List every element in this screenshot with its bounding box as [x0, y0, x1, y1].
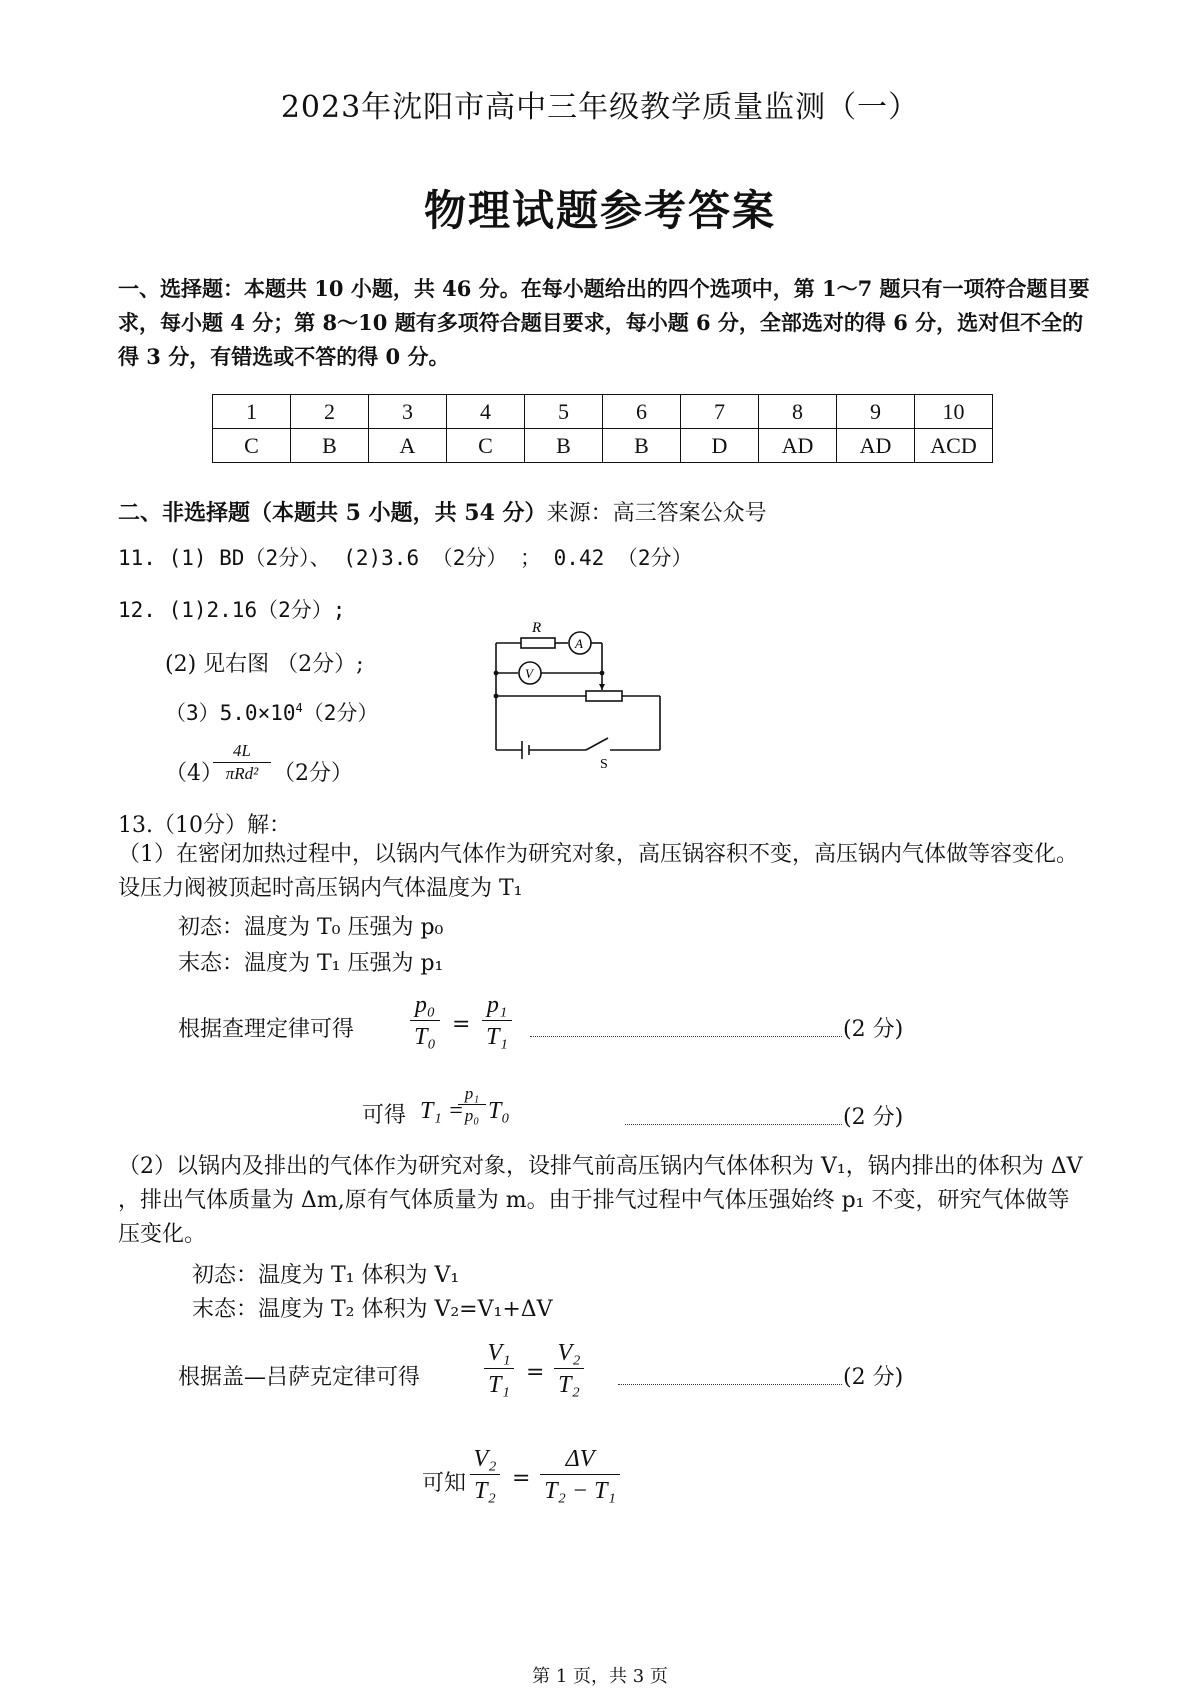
q13-part1-text: （1）在密闭加热过程中，以锅内气体作为研究对象，高压锅容积不变，高压锅内气体做等容变化。设压力阀被顶起时高压锅内气体温度为 T₁ — [118, 842, 1079, 901]
q13-part2-final-state: 末态：温度为 T₂ 体积为 V₂=V₁+ΔV — [192, 1297, 553, 1322]
answer-cell: B — [291, 429, 369, 463]
q12-part3-exponent: 4 — [295, 701, 303, 715]
dotted-leader — [618, 1384, 842, 1385]
result2-lhs-fraction — [470, 1444, 500, 1507]
answer-table-number-row — [213, 395, 993, 429]
q12-part1-text: (1)2.16（2分）; — [168, 598, 346, 622]
answer-cell: A — [369, 429, 447, 463]
result2-lhs-numerator: V₂ — [473, 1446, 497, 1472]
law2-equals: = — [526, 1360, 545, 1385]
law2-rhs-denominator: T₂ — [558, 1372, 580, 1398]
law2-rhs-fraction — [554, 1338, 584, 1401]
q13-part2-initial-state: 初态：温度为 T₁ 体积为 V₁ — [192, 1263, 460, 1288]
result1-fraction — [458, 1084, 486, 1127]
q11-label: 11. — [118, 546, 156, 570]
answer-cell: AD — [759, 429, 837, 463]
question-number: 7 — [681, 395, 759, 429]
q12-part3-prefix: （3）5.0×10 — [165, 701, 296, 725]
question-number: 3 — [369, 395, 447, 429]
result2-rhs-denominator: T₂ − T₁ — [544, 1478, 616, 1504]
q13-part1-initial-state: 初态：温度为 T₀ 压强为 p₀ — [178, 915, 444, 940]
section2-title: 二、非选择题（本题共 5 小题，共 54 分） — [118, 500, 547, 526]
circuit-diagram — [488, 618, 668, 768]
result1-numerator: p₁ — [464, 1084, 480, 1103]
q12-part3 — [165, 697, 378, 727]
law2-lhs-numerator: V₁ — [487, 1340, 511, 1366]
switch-label: S — [600, 757, 608, 768]
answer-cell: AD — [837, 429, 915, 463]
law2-rhs-numerator: V₂ — [557, 1340, 581, 1366]
resistor-R — [521, 638, 555, 648]
law1-rhs-denominator: T₁ — [486, 1024, 508, 1050]
q11-answer — [118, 542, 693, 572]
voltmeter-label: V — [525, 666, 533, 681]
q13-part1-final-state: 末态：温度为 T₁ 压强为 p₁ — [178, 951, 444, 976]
ammeter-label: A — [575, 636, 583, 651]
answer-cell: B — [525, 429, 603, 463]
q12-part4-numerator: 4L — [233, 741, 251, 760]
q11-text: (1) BD（2分）、 (2)3.6 （2分） ； 0.42 （2分） — [168, 546, 693, 570]
law1-text: 根据查理定律可得 — [178, 1017, 355, 1042]
law1-equals: = — [452, 1012, 471, 1037]
law1-lhs-denominator: T₀ — [414, 1024, 436, 1050]
q12-part1 — [118, 594, 345, 624]
question-number: 5 — [525, 395, 603, 429]
question-number: 2 — [291, 395, 369, 429]
dotted-leader — [530, 1036, 842, 1037]
score-label: (2 分) — [843, 1017, 904, 1042]
answer-table — [212, 394, 993, 463]
resistor-label: R — [532, 620, 542, 636]
q12-label: 12. — [118, 598, 156, 622]
result2-equals: = — [512, 1466, 531, 1491]
score-label: (2 分) — [843, 1105, 904, 1130]
answer-table-answer-row — [213, 429, 993, 463]
q12-part4-fraction — [213, 740, 271, 785]
rheostat — [586, 691, 622, 701]
result2-rhs-numerator: ΔV — [565, 1446, 595, 1472]
switch-S — [586, 738, 608, 750]
q12-part4-denominator: πRd² — [225, 764, 259, 783]
dotted-leader — [625, 1124, 842, 1125]
answer-cell: C — [447, 429, 525, 463]
section1-instructions: 一、选择题：本题共 10 小题，共 46 分。在每小题给出的四个选项中，第 1～7 题只有一项符合题目要求，每小题 4 分；第 8～10 题有多项符合题目要求，每小题 6 分，全部选对的得 6 分，选对但不全的得 3 分，有错选或不答的得 0 分。 — [118, 276, 1090, 369]
result2-lhs-denominator: T₂ — [474, 1478, 496, 1504]
result1-prefix: 可得 — [362, 1103, 407, 1128]
question-number: 4 — [447, 395, 525, 429]
law1-rhs-fraction — [482, 990, 512, 1053]
page-footer: 第 1 页，共 3 页 — [532, 1666, 668, 1687]
q12-part4-suffix: （2分） — [273, 761, 353, 786]
result1-denominator: p₀ — [464, 1106, 480, 1125]
answer-cell: B — [603, 429, 681, 463]
question-number: 9 — [837, 395, 915, 429]
question-number: 1 — [213, 395, 291, 429]
result1-variable: T₁ = — [420, 1098, 464, 1124]
document-title: 2023年沈阳市高中三年级教学质量监测（一） — [280, 90, 920, 125]
q13-label: 13.（10分）解： — [118, 813, 291, 838]
question-number: 6 — [603, 395, 681, 429]
answer-cell: D — [681, 429, 759, 463]
q12-part3-suffix: （2分） — [302, 701, 379, 725]
result2-prefix: 可知 — [422, 1471, 467, 1496]
question-number: 10 — [915, 395, 993, 429]
law2-text: 根据盖—吕萨克定律可得 — [178, 1365, 421, 1390]
answer-cell: ACD — [915, 429, 993, 463]
q12-part4-prefix: （4） — [165, 761, 223, 786]
answer-cell: C — [213, 429, 291, 463]
law1-rhs-numerator: p₁ — [486, 992, 508, 1018]
result2-rhs-fraction — [540, 1444, 620, 1507]
law2-lhs-fraction — [484, 1338, 514, 1401]
result1-suffix: T₀ — [488, 1098, 510, 1124]
section2-source: 来源：高三答案公众号 — [546, 501, 767, 526]
law1-lhs-fraction — [410, 990, 440, 1053]
score-label: (2 分) — [843, 1365, 904, 1390]
law2-lhs-denominator: T₁ — [488, 1372, 510, 1398]
document-subtitle: 物理试题参考答案 — [423, 186, 776, 235]
law1-lhs-numerator: p₀ — [414, 992, 436, 1018]
q12-part2: (2) 见右图 （2分）; — [165, 652, 364, 677]
section2-heading — [118, 496, 767, 527]
question-number: 8 — [759, 395, 837, 429]
q13-part2-text: （2）以锅内及排出的气体作为研究对象，设排气前高压锅内气体体积为 V₁，锅内排出的体积为 ΔV ，排出气体质量为 Δm,原有气体质量为 m。由于排气过程中气体压强始终 p₁ 不变，研究气体做等压变化。 — [118, 1154, 1083, 1247]
